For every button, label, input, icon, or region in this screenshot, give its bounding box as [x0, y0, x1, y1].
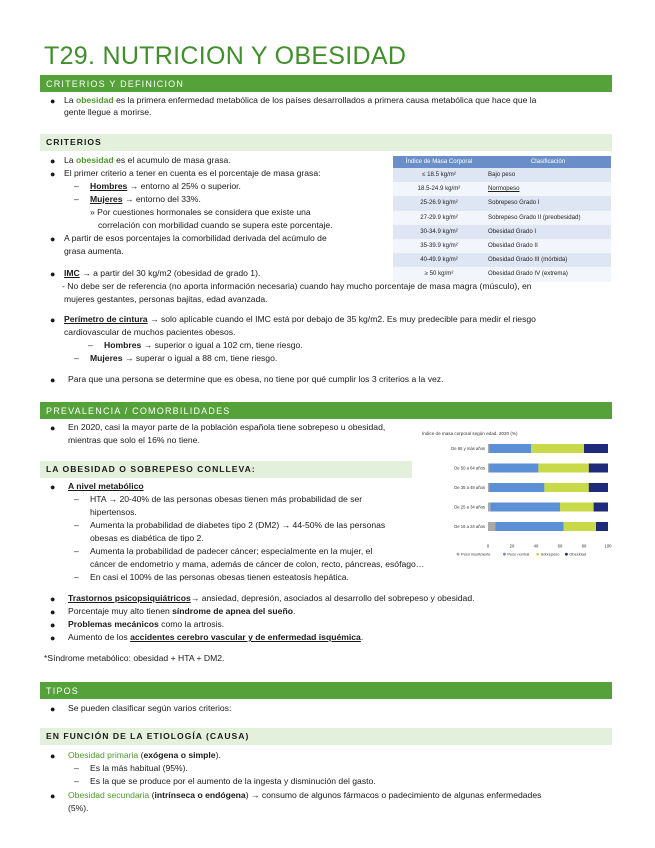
bar-segment	[489, 464, 538, 473]
conlleva-acv: Aumento de los accidentes cerebro vascular y de enfermedad isquémica.	[68, 632, 364, 642]
table-row	[393, 168, 611, 182]
definition-paragraph-cont: gente llegue a morirse.	[64, 107, 152, 117]
table-row	[393, 196, 611, 210]
conlleva-dm2: Aumenta la probabilidad de diabetes tipo 2 (DM2) → 44-50% de las personas	[90, 520, 386, 530]
bar-segment	[584, 444, 608, 453]
table-row	[393, 267, 611, 281]
section-header-criterios-definicion: CRITERIOS Y DEFINICION	[40, 75, 612, 92]
bar-segment	[488, 522, 495, 531]
bar-segment	[488, 444, 489, 453]
table-cell: 35-39.9 kg/m²	[393, 239, 485, 253]
conlleva-psico: Trastornos psicopsiquiátricos→ ansiedad, depresión, asociados al desarrollo del sobrepeso y obesidad.	[68, 593, 475, 603]
legend-label: Sobrepeso	[540, 551, 560, 557]
page-title: T29. NUTRICION Y OBESIDAD	[44, 42, 407, 70]
dash-icon: –	[74, 776, 79, 786]
legend-swatch	[536, 553, 539, 556]
conlleva-apnea: Porcentaje muy alto tienen síndrome de apnea del sueño.	[68, 606, 296, 616]
section-header-conlleva: LA OBESIDAD O SOBREPESO CONLLEVA:	[40, 461, 412, 478]
bar-segment	[589, 464, 608, 473]
table-row	[393, 182, 611, 196]
dash-icon: –	[88, 340, 93, 350]
chart-title: Índice de masa corporal según edad. 2020 (%)	[422, 431, 518, 436]
dash-icon: –	[74, 494, 79, 504]
conlleva-metabolico: A nivel metabólico	[68, 481, 144, 491]
table-cell: 40-49.9 kg/m²	[393, 253, 485, 267]
table-row	[393, 253, 611, 267]
table-cell: 30-34.9 kg/m²	[393, 225, 485, 239]
table-cell: Sobrepeso Grado I	[485, 196, 611, 210]
table-cell: ≤ 18.5 kg/m²	[393, 168, 485, 182]
table-cell: 27-29.9 kg/m²	[393, 211, 485, 225]
bullet-icon: ●	[50, 156, 56, 166]
x-tick-label: 40	[533, 543, 539, 549]
definition-paragraph: La obesidad es la primera enfermedad metabólica de los países desarrollados a primera causa metabólica que hace que la	[64, 95, 537, 105]
bar-segment	[489, 444, 531, 453]
imc-table-header: Clasificación	[485, 156, 611, 168]
bullet-icon: ●	[50, 375, 56, 385]
bullet-icon: ●	[50, 633, 56, 643]
legend-label: Peso normal	[507, 551, 530, 557]
conlleva-cancer: Aumenta la probabilidad de padecer cáncer; especialmente en la mujer, el	[90, 546, 373, 556]
table-cell: Obesidad Grado I	[485, 225, 611, 239]
bullet-icon: ●	[50, 315, 56, 325]
bar-segment	[488, 483, 489, 492]
imc-table-header: Índice de Masa Corporal	[393, 156, 485, 168]
table-cell: Obesidad Grado II	[485, 239, 611, 253]
legend-label: Peso insuficiente	[461, 551, 491, 557]
bullet-icon: ●	[50, 269, 56, 279]
bar-segment	[589, 483, 608, 492]
criterio-hormonal-cont: correlación con morbilidad cuando se supera este porcentaje.	[98, 220, 333, 230]
conlleva-dm2-cont: obesas es diabética de tipo 2.	[90, 533, 204, 543]
dash-icon: –	[74, 194, 79, 204]
bar-segment	[488, 503, 490, 512]
category-label: De 25 a 34 años	[454, 504, 485, 510]
x-tick-label: 0	[486, 543, 490, 549]
prevalencia-line-1: En 2020, casi la mayor parte de la población española tiene sobrepeso u obesidad,	[68, 422, 386, 432]
etiologia-primaria-habitual: Es la más habitual (95%).	[90, 763, 188, 773]
cintura-hombres: Hombres → superior o igual a 102 cm, tiene riesgo.	[104, 340, 303, 350]
table-row	[393, 211, 611, 225]
table-row	[393, 239, 611, 253]
bullet-icon: ●	[50, 607, 56, 617]
bar-segment	[594, 503, 608, 512]
bullet-icon: ●	[50, 791, 56, 801]
legend-swatch	[457, 553, 460, 556]
table-cell: Bajo peso	[485, 168, 611, 182]
conlleva-esteatosis: En casi el 100% de las personas obesas tienen esteatosis hepática.	[90, 572, 349, 582]
criterio-imc: IMC → a partir del 30 kg/m2 (obesidad de grado 1).	[64, 268, 261, 278]
bullet-icon: ●	[50, 169, 56, 179]
criterio-comorbilidad: A partir de esos porcentajes la comorbilidad derivada del acúmulo de	[64, 233, 327, 243]
criterio-mujeres: Mujeres → entorno del 33%.	[90, 194, 201, 204]
table-row	[393, 225, 611, 239]
tipos-line-1: Se pueden clasificar según varios criterios:	[68, 703, 232, 713]
bar-segment	[560, 503, 594, 512]
table-cell: Sobrepeso Grado II (preobesidad)	[485, 211, 611, 225]
bullet-icon: ●	[50, 423, 56, 433]
legend-label: Obesidad	[569, 551, 587, 557]
prevalencia-line-2: mientras que solo el 16% no tiene.	[68, 435, 200, 445]
bullet-icon: ●	[50, 594, 56, 604]
etiologia-primaria: Obesidad primaria (exógena o simple).	[68, 750, 221, 760]
dash-icon: –	[74, 520, 79, 530]
legend-swatch	[503, 553, 506, 556]
criterio-comorbilidad-cont: grasa aumenta.	[64, 246, 124, 256]
criterio-cintura-cont: cardiovascular de muchos pacientes obesos.	[64, 327, 236, 337]
sindrome-metabolico-note: *Síndrome metabólico: obesidad + HTA + DM2.	[44, 653, 225, 663]
section-header-prevalencia: PREVALENCIA / COMORBILIDADES	[40, 402, 612, 419]
bar-segment	[488, 464, 489, 473]
x-tick-label: 20	[509, 543, 515, 549]
section-header-criterios: CRITERIOS	[40, 134, 612, 151]
bar-segment	[544, 483, 588, 492]
conlleva-hta: HTA → 20-40% de las personas obesas tienen más probabilidad de ser	[90, 494, 363, 504]
category-label: De 65 y más años	[451, 446, 485, 452]
category-label: De 50 a 64 años	[454, 465, 485, 471]
table-cell: 25-26.9 kg/m²	[393, 196, 485, 210]
bullet-icon: ●	[50, 620, 56, 630]
criterio-line-2: El primer criterio a tener en cuenta es el porcentaje de masa grasa:	[64, 168, 321, 178]
table-cell: Obesidad Grado IV (extrema)	[485, 267, 611, 281]
criterio-imc-note: - No debe ser de referencia (no aporta información necesaria) cuando hay mucho porcentaje de masa magra (músculo), en	[62, 281, 532, 291]
imc-table	[393, 156, 611, 282]
criterio-line-1: La obesidad es el acumulo de masa grasa.	[64, 155, 231, 165]
conlleva-mecanicos: Problemas mecánicos como la artrosis.	[68, 619, 225, 629]
bullet-icon: ●	[50, 234, 56, 244]
bar-segment	[564, 522, 596, 531]
bullet-icon: ●	[50, 482, 56, 492]
dash-icon: –	[74, 572, 79, 582]
category-label: De 16 a 24 años	[454, 524, 485, 530]
etiologia-secundaria-cont: (5%).	[68, 803, 89, 813]
cintura-mujeres: Mujeres → superar o igual a 88 cm, tiene riesgo.	[90, 353, 278, 363]
bar-segment	[531, 444, 584, 453]
bar-segment	[490, 503, 560, 512]
bullet-icon: ●	[50, 751, 56, 761]
dash-icon: –	[74, 763, 79, 773]
bar-segment	[489, 483, 544, 492]
criterio-imc-note-cont: mujeres gestantes, personas bajitas, edad avanzada.	[64, 294, 268, 304]
section-header-tipos: TIPOS	[40, 682, 612, 699]
table-cell: Obesidad Grado III (mórbida)	[485, 253, 611, 267]
table-cell: Normopeso	[485, 182, 611, 196]
conlleva-hta-cont: hipertensos.	[90, 507, 137, 517]
dash-icon: –	[74, 181, 79, 191]
conlleva-cancer-cont: cáncer de endometrio y mama, además de cáncer de colon, recto, páncreas, esófago…	[90, 559, 425, 569]
dash-icon: –	[74, 546, 79, 556]
x-tick-label: 100	[604, 543, 612, 549]
table-cell: ≥ 50 kg/m²	[393, 267, 485, 281]
dash-icon: –	[74, 353, 79, 363]
category-label: De 35 a 49 años	[454, 485, 485, 491]
bmi-by-age-chart	[418, 426, 614, 560]
bullet-icon: ●	[50, 96, 56, 106]
criterio-conclusion: Para que una persona se determine que es obesa, no tiene por qué cumplir los 3 criterios a la vez.	[68, 374, 444, 384]
criterio-hormonal: » Por cuestiones hormonales se considera que existe una	[90, 207, 311, 217]
bar-segment	[596, 522, 608, 531]
criterio-hombres: Hombres → entorno al 25% o superior.	[90, 181, 241, 191]
legend-swatch	[565, 553, 568, 556]
bullet-icon: ●	[50, 704, 56, 714]
etiologia-primaria-causa: Es la que se produce por el aumento de la ingesta y disminución del gasto.	[90, 776, 376, 786]
etiologia-secundaria: Obesidad secundaria (intrínseca o endógena) → consumo de algunos fármacos o padecimiento de algunas enfermedades	[68, 790, 542, 800]
bar-segment	[495, 522, 563, 531]
criterio-cintura: Perímetro de cintura → solo aplicable cuando el IMC está por debajo de 35 kg/m2. Es muy predecible para medir el riesgo	[64, 314, 536, 324]
section-header-etiologia: EN FUNCIÓN DE LA ETIOLOGÍA (CAUSA)	[40, 728, 612, 745]
bar-segment	[538, 464, 588, 473]
x-tick-label: 80	[581, 543, 587, 549]
x-tick-label: 60	[557, 543, 563, 549]
table-cell: 18.5-24.9 kg/m²	[393, 182, 485, 196]
